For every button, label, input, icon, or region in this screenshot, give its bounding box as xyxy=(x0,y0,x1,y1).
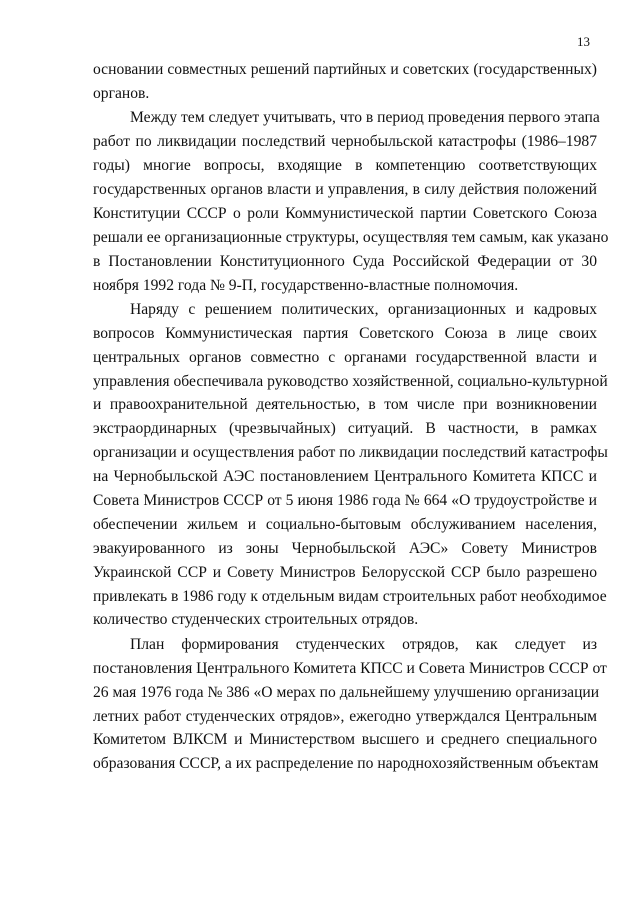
text-line: и правоохранительной деятельностью, в том числе при возникновении xyxy=(93,396,597,414)
text-line: годы) многие вопросы, входящие в компетенцию соответствующих xyxy=(93,157,597,175)
text-line: основании совместных решений партийных и советских (государственных) xyxy=(93,61,597,78)
page-number: 13 xyxy=(577,34,590,49)
text-line: 26 мая 1976 года № 386 «О мерах по дальнейшему улучшению организации xyxy=(93,683,600,701)
text-line: План формирования студенческих отрядов, как следует из xyxy=(130,635,597,653)
text-line: органов. xyxy=(93,84,150,102)
text-line: Совета Министров СССР от 5 июня 1986 года № 664 «О трудоустройстве и xyxy=(93,492,597,510)
text-line: центральных органов совместно с органами государственной власти и xyxy=(93,348,597,366)
text-line: привлекать в 1986 году к отдельным видам строительных работ необходимое xyxy=(93,587,607,605)
text-line: экстраординарных (чрезвычайных) ситуаций. В частности, в рамках xyxy=(93,420,597,438)
paragraph-3 xyxy=(93,298,608,632)
text-line: постановления Центрального Комитета КПСС и Совета Министров СССР от xyxy=(93,659,607,677)
text-line: на Чернобыльской АЭС постановлением Центрального Комитета КПСС и xyxy=(93,468,597,486)
text-line: работ по ликвидации последствий чернобыльской катастрофы (1986–1987 xyxy=(93,133,597,151)
text-line: ноября 1992 года № 9-П, государственно-властные полномочия. xyxy=(93,276,519,294)
text-line: управления обеспечивала руководство хозяйственной, социально-культурной xyxy=(93,372,608,390)
text-line: государственных органов власти и управления, в силу действия положений xyxy=(93,180,597,198)
paragraph-4 xyxy=(93,633,607,776)
text-line: количество студенческих строительных отрядов. xyxy=(93,611,419,629)
paragraph-1 xyxy=(93,58,597,106)
text-line: эвакуированного из зоны Чернобыльской АЭС» Совету Министров xyxy=(93,539,597,557)
text-line: Комитетом ВЛКСМ и Министерством высшего и среднего специального xyxy=(93,731,597,749)
paragraph-2 xyxy=(93,106,609,297)
text-line: в Постановлении Конституционного Суда Российской Федерации от 30 xyxy=(93,252,597,270)
text-line: летних работ студенческих отрядов», ежегодно утверждался Центральным xyxy=(93,707,597,725)
text-line: Конституции СССР о роли Коммунистической партии Советского Союза xyxy=(93,204,597,222)
text-line: решали ее организационные структуры, осуществляя тем самым, как указано xyxy=(93,228,609,246)
text-line: Наряду с решением политических, организационных и кадровых xyxy=(130,300,597,318)
document-body xyxy=(93,58,609,776)
text-line: организации и осуществления работ по ликвидации последствий катастрофы xyxy=(93,444,608,462)
text-line: обеспечении жильем и социально-бытовым обслуживанием населения, xyxy=(93,515,597,533)
text-line: образования СССР, а их распределение по народнохозяйственным объектам xyxy=(93,755,599,773)
text-line: Между тем следует учитывать, что в период проведения первого этапа xyxy=(130,109,600,127)
text-line: Украинской ССР и Совету Министров Белорусской ССР было разрешено xyxy=(93,563,597,581)
text-line: вопросов Коммунистическая партия Советского Союза в лице своих xyxy=(93,324,597,342)
